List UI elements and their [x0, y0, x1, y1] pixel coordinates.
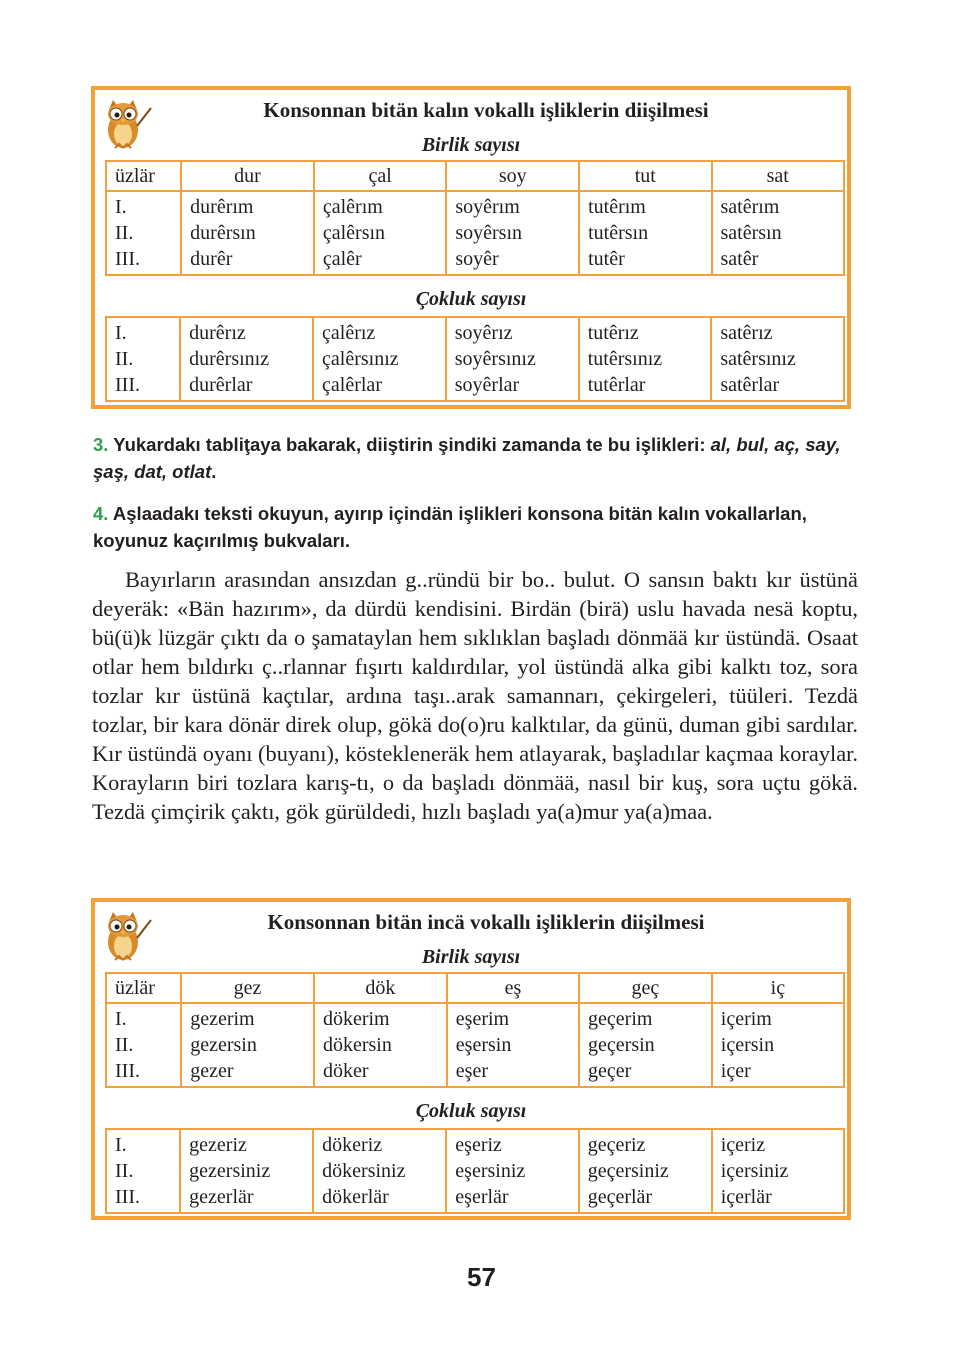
plural-title: Çokluk sayısı	[415, 288, 527, 310]
table-row	[106, 191, 844, 275]
verb-cell: geçeriz geçersiniz geçerlär	[579, 1129, 712, 1213]
header-cell: iç	[712, 973, 844, 1003]
plural-title: Çokluk sayısı	[415, 1100, 527, 1122]
header-cell: dur	[181, 161, 314, 191]
plural-table	[105, 316, 845, 402]
conjugation-box-hard-vowel	[91, 86, 851, 409]
table-header-row	[106, 973, 844, 1003]
header-cell: soy	[446, 161, 579, 191]
verb-cell: durêrız durêrsınız durêrlar	[180, 317, 313, 401]
header-cell: eş	[447, 973, 579, 1003]
singular-table	[105, 160, 845, 276]
persons-cell: I. II. III.	[106, 191, 181, 275]
table-row	[106, 1129, 844, 1213]
table-row	[106, 317, 844, 401]
header-cell: geç	[579, 973, 712, 1003]
verb-cell: içerim içersin içer	[712, 1003, 844, 1087]
header-cell: çal	[314, 161, 447, 191]
conjugation-box-soft-vowel	[91, 898, 851, 1220]
exercise-3	[93, 431, 858, 485]
verb-cell: geçerim geçersin geçer	[579, 1003, 712, 1087]
exercise-4	[93, 500, 858, 554]
table-title: Konsonnan bitän kalın vokallı işliklerin diişilmesi	[263, 98, 709, 122]
verb-cell: tutêrız tutêrsınız tutêrlar	[579, 317, 712, 401]
verb-cell: çalêrım çalêrsın çalêr	[314, 191, 447, 275]
table-header-row	[106, 161, 844, 191]
header-cell: gez	[181, 973, 314, 1003]
verb-cell: dökerim dökersin döker	[314, 1003, 447, 1087]
exercise-number: 4.	[93, 503, 109, 524]
exercise-verbs: al, bul, aç, say, şaş, dat, otlat	[93, 434, 841, 482]
verb-cell: gezerim gezersin gezer	[181, 1003, 314, 1087]
verb-cell: çalêrız çalêrsınız çalêrlar	[313, 317, 446, 401]
verb-cell: eşerim eşersin eşer	[447, 1003, 579, 1087]
singular-title: Birlik sayısı	[421, 946, 521, 968]
table-row	[106, 1003, 844, 1087]
verb-cell: satêrım satêrsın satêr	[712, 191, 845, 275]
verb-cell: soyêrım soyêrsın soyêr	[446, 191, 579, 275]
plural-table	[105, 1128, 845, 1214]
table-title: Konsonnan bitän incä vokallı işliklerin diişilmesi	[267, 910, 705, 934]
verb-cell: dökeriz dökersiniz dökerlär	[313, 1129, 446, 1213]
exercise-text: Yukardakı tabliţaya bakarak, diiştirin şindiki zamanda te bu işlikleri:	[113, 434, 711, 455]
verb-cell: tutêrım tutêrsın tutêr	[579, 191, 711, 275]
verb-cell: soyêrız soyêrsınız soyêrlar	[446, 317, 579, 401]
header-cell: üzlär	[106, 973, 181, 1003]
exercise-end: .	[211, 461, 217, 482]
header-cell: üzlär	[106, 161, 181, 191]
verb-cell: satêrız satêrsınız satêrlar	[711, 317, 844, 401]
verb-cell: içeriz içersiniz içerlär	[712, 1129, 844, 1213]
singular-title: Birlik sayısı	[421, 134, 521, 156]
persons-cell: I. II. III.	[106, 1003, 181, 1087]
header-cell: tut	[579, 161, 711, 191]
persons-cell: I. II. III.	[106, 317, 180, 401]
verb-cell: gezeriz gezersiniz gezerlär	[180, 1129, 313, 1213]
page-number: 57	[467, 1262, 496, 1292]
singular-table	[105, 972, 845, 1088]
header-cell: sat	[712, 161, 845, 191]
header-cell: dök	[314, 973, 447, 1003]
exercise-number: 3.	[93, 434, 109, 455]
verb-cell: eşeriz eşersiniz eşerlär	[446, 1129, 578, 1213]
reading-paragraph: Bayırların arasından ansızdan g..ründü bir bo.. bulut. O sansın baktı kır üstünä deyeräk: «Bän hazırım», da dürdü kendisini. Birdän (birä) uslu havada nesä koptu, bü(ü)k lüzgär çıktı da o şamataylan hem sıklıklan başladı dönmää kır üstündä. Osaat otlar hem bıldırkı ç..rlannar fışırtı kaldırdılar, yol üstündä alka gibi kalktı toz, sora tozlar kır üstünä kaçtılar, ardına taşı..arak samannarı, çekirgeleri, tüüleri. Tezdä tozlar, bir kara dönär direk olup, gökä do(o)ru kalktılar, da günü, duman gibi sardılar. Kır üstündä oyanı (buyanı), köstekleneräk hem atlayarak, başladılar kaçmaa koraylar. Korayların biri tozlara karış-tı, o da başladı dönmää, nasıl bir kuş, sora uçtu gökä. Tezdä çimçirik çaktı, gök gürüldedi, hızlı başladı ya(a)mur ya(a)maa.	[92, 567, 858, 824]
verb-cell: durêrım durêrsın durêr	[181, 191, 314, 275]
persons-cell: I. II. III.	[106, 1129, 180, 1213]
exercise-text: Aşlaadakı teksti okuyun, ayırıp içindän işlikleri konsona bitän kalın vokallarlan, koyunuz kaçırılmış bukvaları.	[93, 503, 807, 551]
